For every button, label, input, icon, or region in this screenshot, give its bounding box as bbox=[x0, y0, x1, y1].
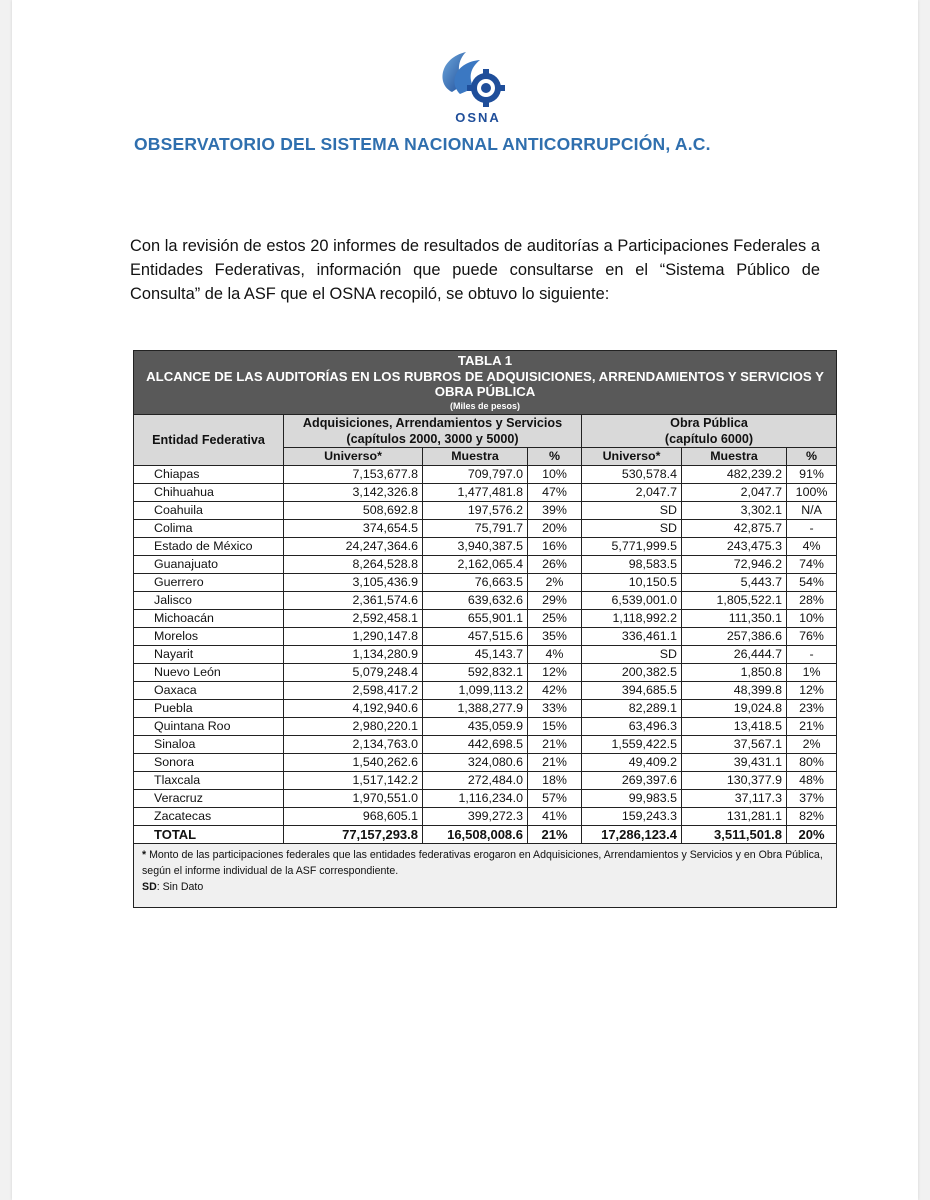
table-cell: SD bbox=[582, 645, 682, 663]
entity-name-cell: Estado de México bbox=[134, 537, 284, 555]
audit-scope-table bbox=[133, 350, 837, 908]
table-cell: 1% bbox=[787, 663, 837, 681]
subheader-universo-2: Universo* bbox=[582, 447, 682, 465]
entity-name-cell: Morelos bbox=[134, 627, 284, 645]
document-page bbox=[12, 0, 918, 1200]
table-cell: 968,605.1 bbox=[284, 807, 423, 825]
table-total-row bbox=[134, 825, 837, 843]
sd-text: : Sin Dato bbox=[156, 880, 204, 893]
table-row bbox=[134, 645, 837, 663]
table-cell: 1,116,234.0 bbox=[423, 789, 528, 807]
table-cell: 197,576.2 bbox=[423, 501, 528, 519]
table-row bbox=[134, 717, 837, 735]
group-header-public-works bbox=[582, 414, 837, 447]
table-cell: 1,559,422.5 bbox=[582, 735, 682, 753]
entity-name-cell: Quintana Roo bbox=[134, 717, 284, 735]
table-cell: 4% bbox=[528, 645, 582, 663]
table-cell: 374,654.5 bbox=[284, 519, 423, 537]
table-heading: ALCANCE DE LAS AUDITORÍAS EN LOS RUBROS DE ADQUISICIONES, ARRENDAMIENTOS Y SERVICIOS Y OBRA PÚBLICA bbox=[146, 368, 824, 399]
entity-name-cell: Jalisco bbox=[134, 591, 284, 609]
organization-name: OBSERVATORIO DEL SISTEMA NACIONAL ANTICORRUPCIÓN, A.C. bbox=[134, 134, 711, 154]
entity-name-cell: Colima bbox=[134, 519, 284, 537]
table-row bbox=[134, 663, 837, 681]
table-cell: 8,264,528.8 bbox=[284, 555, 423, 573]
subheader-universo-1: Universo* bbox=[284, 447, 423, 465]
table-cell: 4% bbox=[787, 537, 837, 555]
table-cell: 2,592,458.1 bbox=[284, 609, 423, 627]
table-cell: 2,134,763.0 bbox=[284, 735, 423, 753]
table-cell: 3,105,436.9 bbox=[284, 573, 423, 591]
footnote-star: * bbox=[142, 848, 147, 861]
table-cell: 100% bbox=[787, 483, 837, 501]
table-cell: 57% bbox=[528, 789, 582, 807]
table-cell: 76% bbox=[787, 627, 837, 645]
table-cell: 74% bbox=[787, 555, 837, 573]
subheader-muestra-1: Muestra bbox=[423, 447, 528, 465]
entity-name-cell: Puebla bbox=[134, 699, 284, 717]
table-cell: 399,272.3 bbox=[423, 807, 528, 825]
entity-name-cell: Sinaloa bbox=[134, 735, 284, 753]
table-cell: 1,099,113.2 bbox=[423, 681, 528, 699]
table-cell: 12% bbox=[528, 663, 582, 681]
table-cell: 21% bbox=[787, 717, 837, 735]
table-cell: 99,983.5 bbox=[582, 789, 682, 807]
table-cell: 37% bbox=[787, 789, 837, 807]
table-1 bbox=[133, 350, 836, 908]
table-cell: 272,484.0 bbox=[423, 771, 528, 789]
table-cell: 655,901.1 bbox=[423, 609, 528, 627]
table-cell: 29% bbox=[528, 591, 582, 609]
table-cell: 39,431.1 bbox=[682, 753, 787, 771]
group-header-public-works-chapter: (capítulo 6000) bbox=[664, 431, 754, 446]
table-cell: 508,692.8 bbox=[284, 501, 423, 519]
entity-name-cell: Tlaxcala bbox=[134, 771, 284, 789]
table-cell: 37,117.3 bbox=[682, 789, 787, 807]
table-cell: 457,515.6 bbox=[423, 627, 528, 645]
table-cell: 37,567.1 bbox=[682, 735, 787, 753]
table-cell: 324,080.6 bbox=[423, 753, 528, 771]
table-cell: 6,539,001.0 bbox=[582, 591, 682, 609]
table-cell: 21% bbox=[528, 753, 582, 771]
table-cell: 592,832.1 bbox=[423, 663, 528, 681]
table-cell: SD bbox=[582, 519, 682, 537]
osna-logo-icon bbox=[422, 44, 532, 126]
table-footnote bbox=[134, 843, 837, 907]
table-cell: 76,663.5 bbox=[423, 573, 528, 591]
total-cell: 77,157,293.8 bbox=[284, 825, 423, 843]
table-cell: 2,162,065.4 bbox=[423, 555, 528, 573]
table-cell: 12% bbox=[787, 681, 837, 699]
table-cell: 269,397.6 bbox=[582, 771, 682, 789]
sd-label: SD bbox=[142, 880, 157, 893]
table-cell: 21% bbox=[528, 735, 582, 753]
subheader-pct-2: % bbox=[787, 447, 837, 465]
table-cell: 42% bbox=[528, 681, 582, 699]
table-number: TABLA 1 bbox=[457, 353, 513, 368]
table-cell: 1,290,147.8 bbox=[284, 627, 423, 645]
table-cell: 1,540,262.6 bbox=[284, 753, 423, 771]
table-cell: 7,153,677.8 bbox=[284, 465, 423, 483]
entity-name-cell: Guerrero bbox=[134, 573, 284, 591]
table-cell: 5,443.7 bbox=[682, 573, 787, 591]
entity-name-cell: Sonora bbox=[134, 753, 284, 771]
table-cell: 159,243.3 bbox=[582, 807, 682, 825]
table-cell: 42,875.7 bbox=[682, 519, 787, 537]
table-cell: 20% bbox=[528, 519, 582, 537]
table-cell: 26,444.7 bbox=[682, 645, 787, 663]
total-cell: 3,511,501.8 bbox=[682, 825, 787, 843]
table-cell: 394,685.5 bbox=[582, 681, 682, 699]
entity-name-cell: Oaxaca bbox=[134, 681, 284, 699]
table-cell: 2,047.7 bbox=[682, 483, 787, 501]
table-cell: 130,377.9 bbox=[682, 771, 787, 789]
table-cell: 442,698.5 bbox=[423, 735, 528, 753]
table-cell: 10% bbox=[528, 465, 582, 483]
table-cell: 24,247,364.6 bbox=[284, 537, 423, 555]
table-row bbox=[134, 699, 837, 717]
table-row bbox=[134, 555, 837, 573]
table-cell: 10% bbox=[787, 609, 837, 627]
table-cell: 54% bbox=[787, 573, 837, 591]
table-cell: 435,059.9 bbox=[423, 717, 528, 735]
entity-name-cell: Nayarit bbox=[134, 645, 284, 663]
table-cell: 3,142,326.8 bbox=[284, 483, 423, 501]
table-cell: 82,289.1 bbox=[582, 699, 682, 717]
table-cell: 1,134,280.9 bbox=[284, 645, 423, 663]
table-cell: 72,946.2 bbox=[682, 555, 787, 573]
table-cell: 39% bbox=[528, 501, 582, 519]
osna-logo bbox=[422, 44, 532, 126]
table-cell: 200,382.5 bbox=[582, 663, 682, 681]
table-cell: 45,143.7 bbox=[423, 645, 528, 663]
table-row bbox=[134, 753, 837, 771]
table-cell: 1,970,551.0 bbox=[284, 789, 423, 807]
table-cell: 19,024.8 bbox=[682, 699, 787, 717]
table-cell: 2,047.7 bbox=[582, 483, 682, 501]
table-cell: 80% bbox=[787, 753, 837, 771]
table-cell: 25% bbox=[528, 609, 582, 627]
table-cell: 1,477,481.8 bbox=[423, 483, 528, 501]
table-cell: - bbox=[787, 519, 837, 537]
table-cell: 16% bbox=[528, 537, 582, 555]
table-cell: 2% bbox=[787, 735, 837, 753]
table-cell: 49,409.2 bbox=[582, 753, 682, 771]
entity-name-cell: Veracruz bbox=[134, 789, 284, 807]
table-cell: 709,797.0 bbox=[423, 465, 528, 483]
table-cell: 2% bbox=[528, 573, 582, 591]
table-row bbox=[134, 573, 837, 591]
table-row bbox=[134, 591, 837, 609]
table-row bbox=[134, 537, 837, 555]
table-cell: 111,350.1 bbox=[682, 609, 787, 627]
table-title bbox=[134, 351, 837, 415]
entity-name-cell: Guanajuato bbox=[134, 555, 284, 573]
total-cell: 16,508,008.6 bbox=[423, 825, 528, 843]
table-cell: 4,192,940.6 bbox=[284, 699, 423, 717]
table-row bbox=[134, 735, 837, 753]
table-cell: 3,302.1 bbox=[682, 501, 787, 519]
table-cell: 26% bbox=[528, 555, 582, 573]
table-row bbox=[134, 789, 837, 807]
entity-name-cell: Zacatecas bbox=[134, 807, 284, 825]
entity-name-cell: Michoacán bbox=[134, 609, 284, 627]
table-cell: 1,517,142.2 bbox=[284, 771, 423, 789]
table-cell: 131,281.1 bbox=[682, 807, 787, 825]
table-cell: 98,583.5 bbox=[582, 555, 682, 573]
table-cell: 15% bbox=[528, 717, 582, 735]
entity-name-cell: Chihuahua bbox=[134, 483, 284, 501]
total-cell: 17,286,123.4 bbox=[582, 825, 682, 843]
table-cell: 639,632.6 bbox=[423, 591, 528, 609]
table-cell: 10,150.5 bbox=[582, 573, 682, 591]
table-cell: SD bbox=[582, 501, 682, 519]
total-cell: 20% bbox=[787, 825, 837, 843]
table-row bbox=[134, 807, 837, 825]
total-label: TOTAL bbox=[134, 825, 284, 843]
table-row bbox=[134, 465, 837, 483]
table-cell: 13,418.5 bbox=[682, 717, 787, 735]
total-cell: 21% bbox=[528, 825, 582, 843]
table-row bbox=[134, 771, 837, 789]
table-cell: 530,578.4 bbox=[582, 465, 682, 483]
table-row bbox=[134, 627, 837, 645]
group-header-public-works-title: Obra Pública bbox=[670, 415, 748, 430]
table-cell: 82% bbox=[787, 807, 837, 825]
table-cell: 2,980,220.1 bbox=[284, 717, 423, 735]
group-header-acquisitions bbox=[284, 414, 582, 447]
table-cell: 482,239.2 bbox=[682, 465, 787, 483]
subheader-muestra-2: Muestra bbox=[682, 447, 787, 465]
table-cell: 47% bbox=[528, 483, 582, 501]
table-row bbox=[134, 501, 837, 519]
table-cell: 243,475.3 bbox=[682, 537, 787, 555]
table-cell: 23% bbox=[787, 699, 837, 717]
table-cell: 3,940,387.5 bbox=[423, 537, 528, 555]
table-cell: 5,079,248.4 bbox=[284, 663, 423, 681]
subheader-pct-1: % bbox=[528, 447, 582, 465]
table-cell: 336,461.1 bbox=[582, 627, 682, 645]
table-row bbox=[134, 519, 837, 537]
table-cell: 2,598,417.2 bbox=[284, 681, 423, 699]
table-cell: N/A bbox=[787, 501, 837, 519]
table-cell: 1,388,277.9 bbox=[423, 699, 528, 717]
table-cell: 28% bbox=[787, 591, 837, 609]
entity-name-cell: Coahuila bbox=[134, 501, 284, 519]
table-cell: 91% bbox=[787, 465, 837, 483]
table-cell: 2,361,574.6 bbox=[284, 591, 423, 609]
table-cell: 257,386.6 bbox=[682, 627, 787, 645]
entity-name-cell: Nuevo León bbox=[134, 663, 284, 681]
table-cell: 1,850.8 bbox=[682, 663, 787, 681]
table-cell: 5,771,999.5 bbox=[582, 537, 682, 555]
table-cell: 33% bbox=[528, 699, 582, 717]
table-body bbox=[134, 465, 837, 825]
table-cell: 63,496.3 bbox=[582, 717, 682, 735]
group-header-acquisitions-chapters: (capítulos 2000, 3000 y 5000) bbox=[346, 431, 519, 446]
table-cell: 48,399.8 bbox=[682, 681, 787, 699]
table-cell: 1,118,992.2 bbox=[582, 609, 682, 627]
table-units: (Miles de pesos) bbox=[450, 400, 521, 411]
footnote-text: Monto de las participaciones federales que las entidades federativas erogaron en Adquisiciones, Arrendamientos y Servicios y en Obra Pública, según el informe individual de la ASF correspondiente. bbox=[142, 848, 823, 877]
table-row bbox=[134, 609, 837, 627]
col-header-entity: Entidad Federativa bbox=[134, 414, 284, 465]
entity-name-cell: Chiapas bbox=[134, 465, 284, 483]
table-cell: 75,791.7 bbox=[423, 519, 528, 537]
group-header-acquisitions-title: Adquisiciones, Arrendamientos y Servicios bbox=[302, 415, 563, 430]
table-cell: 1,805,522.1 bbox=[682, 591, 787, 609]
table-cell: - bbox=[787, 645, 837, 663]
table-row bbox=[134, 681, 837, 699]
table-row bbox=[134, 483, 837, 501]
table-cell: 18% bbox=[528, 771, 582, 789]
svg-text:OSNA: OSNA bbox=[455, 110, 501, 125]
intro-paragraph: Con la revisión de estos 20 informes de resultados de auditorías a Participaciones Federales a Entidades Federativas, información que puede consultarse en el “Sistema Público de Consulta” de la ASF que el OSNA recopiló, se obtuvo lo siguiente: bbox=[130, 237, 820, 303]
table-cell: 48% bbox=[787, 771, 837, 789]
table-cell: 35% bbox=[528, 627, 582, 645]
table-cell: 41% bbox=[528, 807, 582, 825]
